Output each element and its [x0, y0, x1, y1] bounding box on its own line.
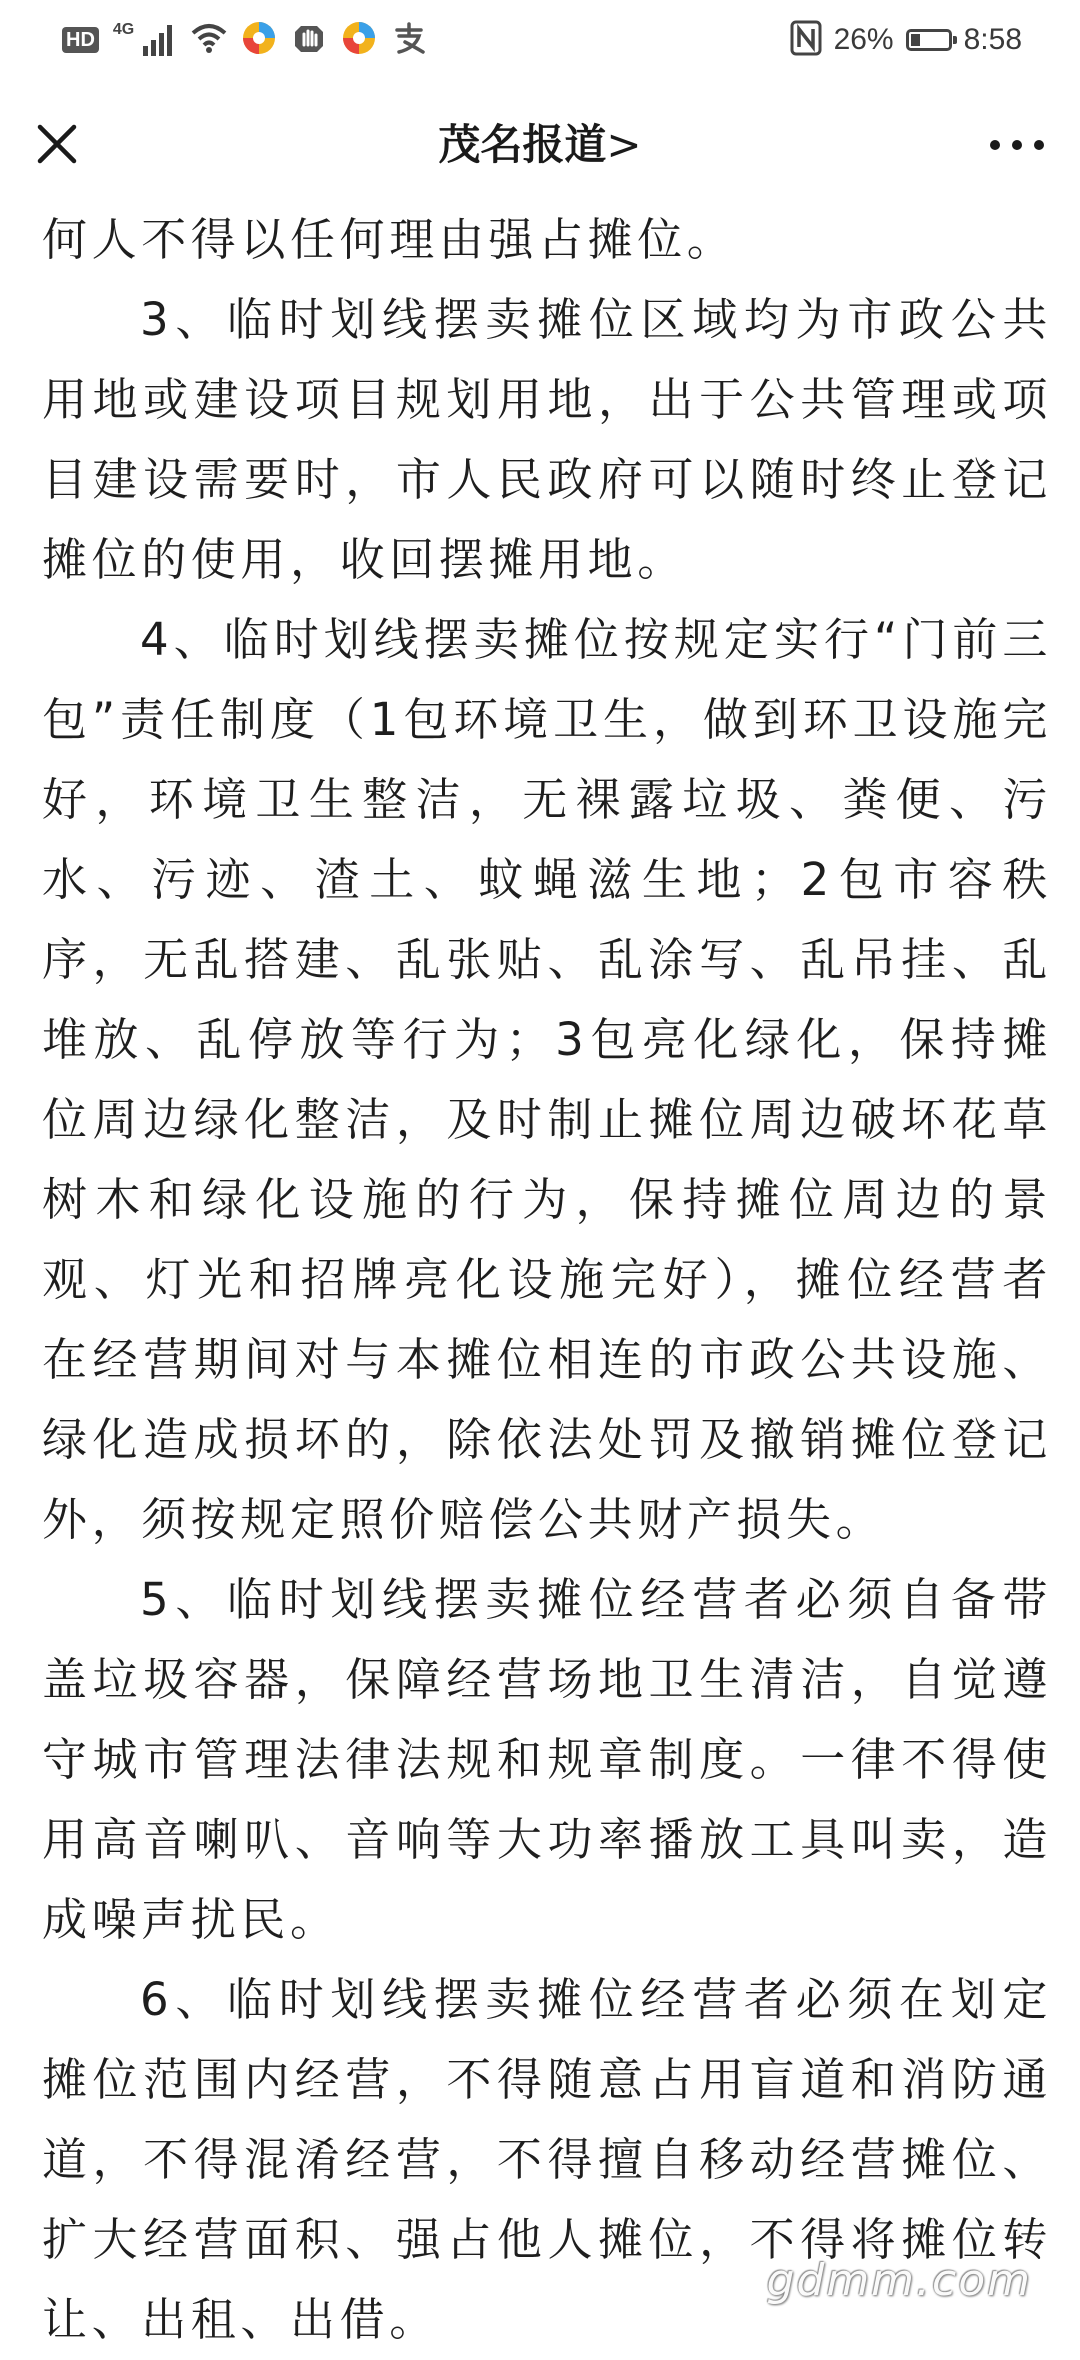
network-label: 4G [113, 22, 134, 38]
more-button[interactable] [982, 115, 1052, 175]
more-icon [982, 115, 1052, 175]
wifi-icon [191, 23, 227, 58]
article-body [42, 200, 1052, 2360]
app-notification-icon [341, 20, 377, 61]
article-paragraph: 何人不得以任何理由强占摊位。 [42, 200, 1052, 280]
article-paragraph: 5、临时划线摆卖摊位经营者必须自备带盖垃圾容器，保障经营场地卫生清洁，自觉遵守城市管理法律法规和规章制度。一律不得使用高音喇叭、音响等大功率播放工具叫卖，造成噪声扰民。 [42, 1560, 1052, 1960]
hand-icon [291, 20, 327, 61]
clock-time: 8:58 [964, 20, 1022, 60]
status-bar [0, 0, 1080, 80]
watermark: gdmm.com [766, 2255, 1032, 2306]
battery-percent: 26% [834, 20, 894, 60]
app-notification-icon [241, 20, 277, 61]
account-title[interactable] [0, 118, 1080, 172]
alipay-icon [391, 20, 427, 61]
hd-icon: HD [62, 27, 99, 53]
4g-signal-icon [113, 22, 177, 58]
battery-icon [906, 29, 952, 51]
article-paragraph: 3、临时划线摆卖摊位区域均为市政公共用地或建设项目规划用地，出于公共管理或项目建设需要时，市人民政府可以随时终止登记摊位的使用，收回摆摊用地。 [42, 280, 1052, 600]
article-paragraph: 4、临时划线摆卖摊位按规定实行“门前三包”责任制度（1包环境卫生，做到环卫设施完好，环境卫生整洁，无裸露垃圾、粪便、污水、污迹、渣土、蚊蝇滋生地；2包市容秩序，无乱搭建、乱张贴、乱涂写、乱吊挂、乱堆放、乱停放等行为；3包亮化绿化，保持摊位周边绿化整洁，及时制止摊位周边破坏花草树木和绿化设施的行为，保持摊位周边的景观、灯光和招牌亮化设施完好），摊位经营者在经营期间对与本摊位相连的市政公共设施、绿化造成损坏的，除依法处罚及撤销摊位登记外，须按规定照价赔偿公共财产损失。 [42, 600, 1052, 1560]
chevron-right-icon: > [606, 120, 641, 169]
status-bar-right [790, 20, 1022, 60]
status-bar-left [62, 20, 427, 60]
article-paragraph: 6、临时划线摆卖摊位经营者必须在划定摊位范围内经营，不得随意占用盲道和消防通道，不得混淆经营，不得擅自移动经营摊位、扩大经营面积、强占他人摊位，不得将摊位转让、出租、出借。 [42, 1960, 1052, 2360]
battery-level [911, 34, 920, 46]
nfc-icon [790, 20, 822, 61]
account-name: 茂名报道 [438, 120, 606, 169]
nav-bar [0, 80, 1080, 210]
